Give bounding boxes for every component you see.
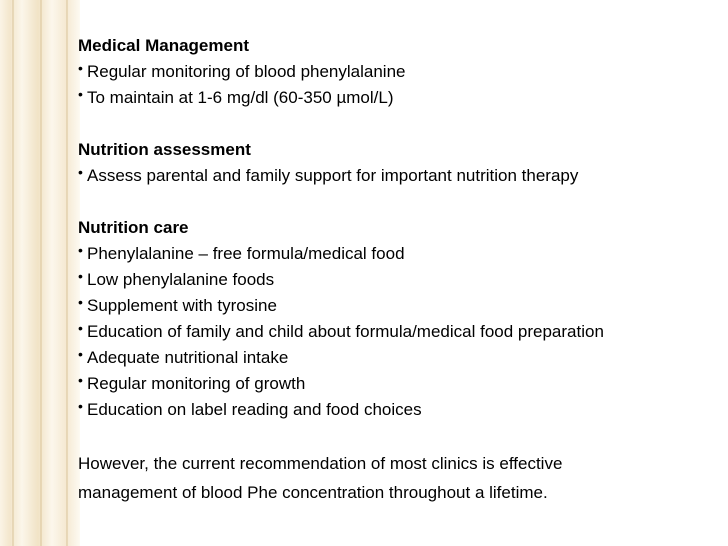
bullet-text: Low phenylalanine foods xyxy=(87,270,275,289)
section-heading: Nutrition assessment xyxy=(78,140,251,159)
closing-paragraph xyxy=(78,449,723,507)
bullet-text: Education on label reading and food choices xyxy=(87,400,422,419)
bullet-icon: • xyxy=(78,372,83,388)
bullet-icon: • xyxy=(78,346,83,362)
closing-line: However, the current recommendation of most clinics is effective xyxy=(78,454,563,473)
bullet-item xyxy=(78,241,723,267)
bullet-icon: • xyxy=(78,320,83,336)
closing-line: management of blood Phe concentration throughout a lifetime. xyxy=(78,483,548,502)
bullet-item xyxy=(78,85,723,111)
bullet-item xyxy=(78,267,723,293)
bullet-icon: • xyxy=(78,242,83,258)
bullet-item xyxy=(78,59,723,85)
bullet-text: Supplement with tyrosine xyxy=(87,296,277,315)
stripe-groove xyxy=(12,0,14,546)
bullet-icon: • xyxy=(78,60,83,76)
bullet-text: Regular monitoring of growth xyxy=(87,374,306,393)
bullet-text: Education of family and child about formula/medical food preparation xyxy=(87,322,604,341)
bullet-text: To maintain at 1-6 mg/dl (60-350 µmol/L) xyxy=(87,88,394,107)
bullet-icon: • xyxy=(78,86,83,102)
stripe-groove xyxy=(66,0,68,546)
bullet-item xyxy=(78,319,723,345)
section-heading: Nutrition care xyxy=(78,218,189,237)
bullet-icon: • xyxy=(78,398,83,414)
stripe-groove xyxy=(40,0,42,546)
bullet-item xyxy=(78,397,723,423)
section-heading: Medical Management xyxy=(78,36,249,55)
bullet-item xyxy=(78,345,723,371)
decorative-side-stripe xyxy=(0,0,80,546)
bullet-icon: • xyxy=(78,294,83,310)
bullet-text: Adequate nutritional intake xyxy=(87,348,289,367)
slide-content xyxy=(78,33,723,507)
bullet-item xyxy=(78,163,723,189)
bullet-icon: • xyxy=(78,268,83,284)
bullet-text: Regular monitoring of blood phenylalanine xyxy=(87,62,406,81)
bullet-item xyxy=(78,371,723,397)
bullet-icon: • xyxy=(78,164,83,180)
bullet-text: Phenylalanine – free formula/medical food xyxy=(87,244,405,263)
bullet-item xyxy=(78,293,723,319)
bullet-text: Assess parental and family support for important nutrition therapy xyxy=(87,166,579,185)
